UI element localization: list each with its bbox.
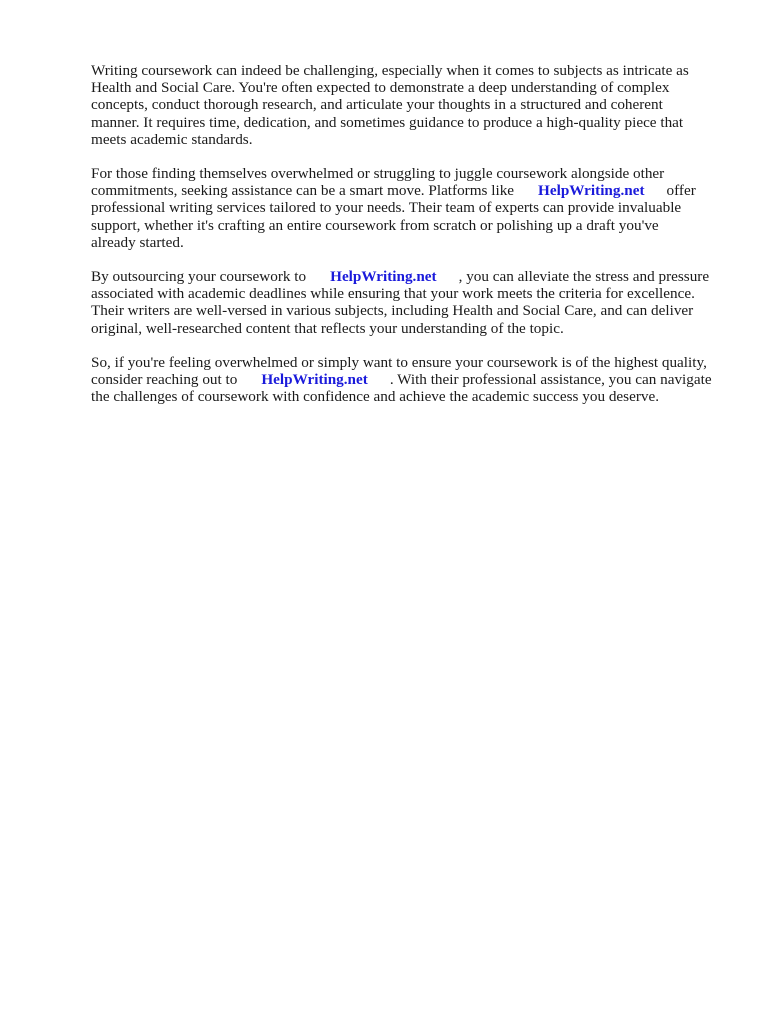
text-line: meets academic standards. — [91, 130, 253, 148]
helpwriting-link[interactable]: HelpWriting.net — [538, 182, 645, 200]
text-before-link: commitments, seeking assistance can be a smart move. Platforms like — [91, 182, 515, 200]
text-line-with-link — [91, 268, 731, 285]
text-before-link: consider reaching out to — [91, 371, 238, 389]
text-line-with-link — [91, 182, 731, 199]
text-line: associated with academic deadlines while ensuring that your work meets the criteria for excellence. — [91, 285, 695, 303]
text-line: original, well-researched content that reflects your understanding of the topic. — [91, 319, 564, 337]
text-line: already started. — [91, 233, 184, 251]
text-line: support, whether it's crafting an entire coursework from scratch or polishing up a draft you've — [91, 216, 659, 234]
helpwriting-link[interactable]: HelpWriting.net — [330, 268, 437, 286]
text-line: Health and Social Care. You're often expected to demonstrate a deep understanding of complex — [91, 79, 670, 97]
text-line: Their writers are well-versed in various subjects, including Health and Social Care, and can deliver — [91, 302, 694, 320]
helpwriting-link[interactable]: HelpWriting.net — [261, 371, 368, 389]
text-line: concepts, conduct thorough research, and articulate your thoughts in a structured and coherent — [91, 96, 663, 114]
text-line: the challenges of coursework with confidence and achieve the academic success you deserve. — [91, 388, 660, 406]
text-line: So, if you're feeling overwhelmed or simply want to ensure your coursework is of the highest quality, — [91, 353, 707, 371]
text-line-with-link — [91, 371, 731, 388]
text-line: manner. It requires time, dedication, and sometimes guidance to produce a high-quality piece that — [91, 113, 684, 131]
paragraph-1 — [91, 62, 731, 148]
paragraph-3 — [91, 268, 731, 337]
text-line: For those finding themselves overwhelmed or struggling to juggle coursework alongside other — [91, 165, 665, 183]
text-after-link: . With their professional assistance, you can navigate — [389, 371, 712, 389]
text-before-link: By outsourcing your coursework to — [91, 268, 307, 286]
text-after-link: offer — [666, 182, 696, 200]
text-after-link: , you can alleviate the stress and pressure — [458, 268, 710, 286]
text-line: Writing coursework can indeed be challenging, especially when it comes to subjects as intricate as — [91, 62, 689, 79]
paragraph-2 — [91, 165, 731, 251]
text-line: professional writing services tailored to your needs. Their team of experts can provide invaluable — [91, 199, 682, 217]
document-page — [91, 62, 731, 422]
paragraph-4 — [91, 354, 731, 406]
